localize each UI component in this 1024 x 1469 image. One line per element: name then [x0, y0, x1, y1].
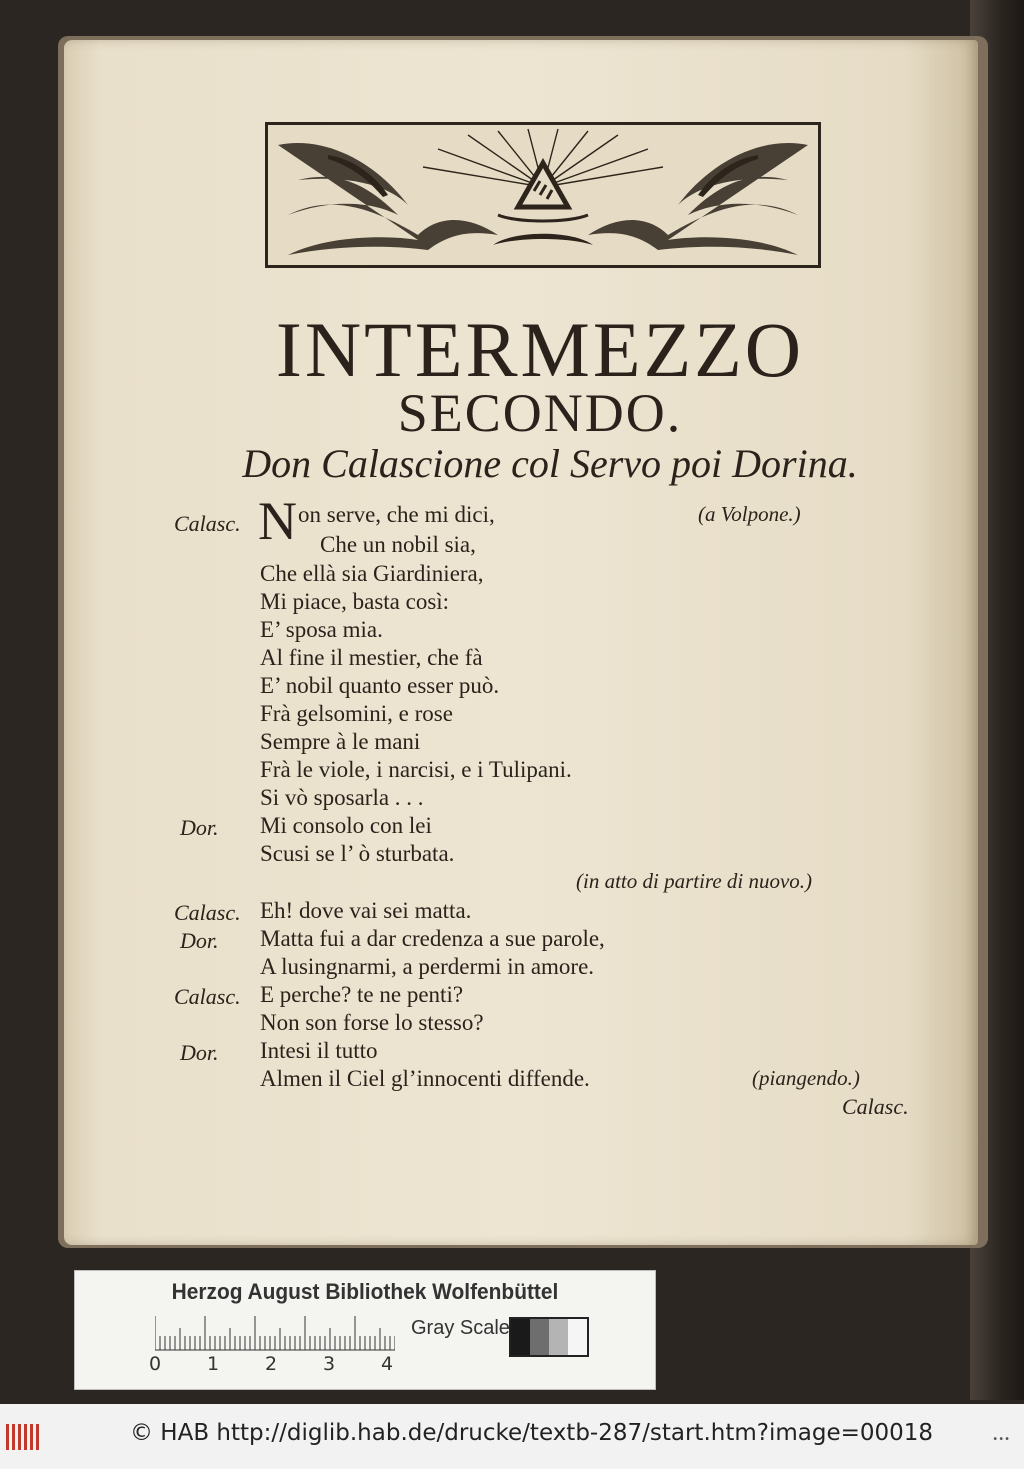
ornamental-headpiece: [265, 122, 821, 268]
verse-line: Non son forse lo stesso?: [260, 1010, 484, 1035]
viewer-footer: [0, 1404, 1024, 1469]
verse-line: Frà gelsomini, e rose: [260, 701, 453, 726]
verse-line: on serve, che mi dici,: [298, 502, 495, 527]
speaker-label: Calasc.: [174, 511, 241, 536]
verse-line: Si vò sposarla . . .: [260, 785, 424, 810]
ruler-icon: [155, 1315, 395, 1351]
verse-line: Sempre à le mani: [260, 729, 421, 754]
stage-direction: (piangendo.): [752, 1066, 860, 1090]
library-name: Herzog August Bibliothek Wolfenbüttel: [171, 1279, 559, 1304]
color-calibration-strip: [74, 1270, 656, 1390]
catchword: Calasc.: [842, 1094, 909, 1119]
speaker-label: Dor.: [180, 928, 219, 953]
gray-swatch: [511, 1319, 530, 1355]
ruler-number: 1: [207, 1353, 220, 1375]
page-title: INTERMEZZO: [275, 306, 805, 393]
eye-of-providence-icon: [268, 125, 818, 265]
verse-line: A lusingnarmi, a perdermi in amore.: [260, 954, 595, 979]
more-options-icon[interactable]: •••: [992, 1434, 1010, 1445]
page-subtitle-number: SECONDO.: [397, 383, 683, 443]
verse-line: E perche? te ne penti?: [260, 982, 464, 1007]
speaker-label: Calasc.: [174, 900, 241, 925]
verse-line: Mi piace, basta così:: [260, 589, 450, 614]
verse-line: E’ sposa mia.: [260, 617, 383, 642]
verse-line: Intesi il tutto: [260, 1038, 378, 1063]
speaker-label: Calasc.: [174, 984, 241, 1009]
drop-cap: N: [258, 491, 297, 551]
speaker-label: Dor.: [180, 1040, 219, 1065]
scene-heading: Don Calascione col Servo poi Dorina.: [242, 441, 858, 486]
hab-logo-icon: [6, 1424, 46, 1450]
stage-direction: (a Volpone.): [698, 502, 801, 526]
verse-line: Che un nobil sia,: [320, 532, 476, 557]
verse-line: E’ nobil quanto esser può.: [260, 673, 500, 698]
verse-line: Matta fui a dar credenza a sue parole,: [260, 926, 605, 951]
ruler-number: 3: [323, 1353, 336, 1375]
ruler-number: 0: [149, 1353, 162, 1375]
verse-line: Almen il Ciel gl’innocenti diffende.: [260, 1066, 590, 1091]
verse-line: Mi consolo con lei: [260, 813, 432, 838]
speaker-label: Dor.: [180, 815, 219, 840]
verse-line: Al fine il mestier, che fà: [260, 645, 483, 670]
verse-line: Eh! dove vai sei matta.: [260, 898, 472, 923]
gray-swatch: [549, 1319, 568, 1355]
gray-scale-label: Gray Scale: [411, 1317, 510, 1339]
gray-swatch: [530, 1319, 549, 1355]
ruler-number: 4: [381, 1353, 394, 1375]
verse-line: Che ellà sia Giardiniera,: [260, 561, 484, 586]
stage-direction: (in atto di partire di nuovo.): [576, 869, 813, 893]
verse-line: Frà le viole, i narcisi, e i Tulipani.: [260, 757, 572, 782]
copyright-url[interactable]: © HAB http://diglib.hab.de/drucke/textb-287/start.htm?image=00018: [130, 1420, 934, 1446]
gray-swatch: [568, 1319, 587, 1355]
verse-line: Scusi se l’ ò sturbata.: [260, 841, 455, 866]
ruler-number: 2: [265, 1353, 278, 1375]
gray-scale-swatches: [509, 1317, 589, 1357]
